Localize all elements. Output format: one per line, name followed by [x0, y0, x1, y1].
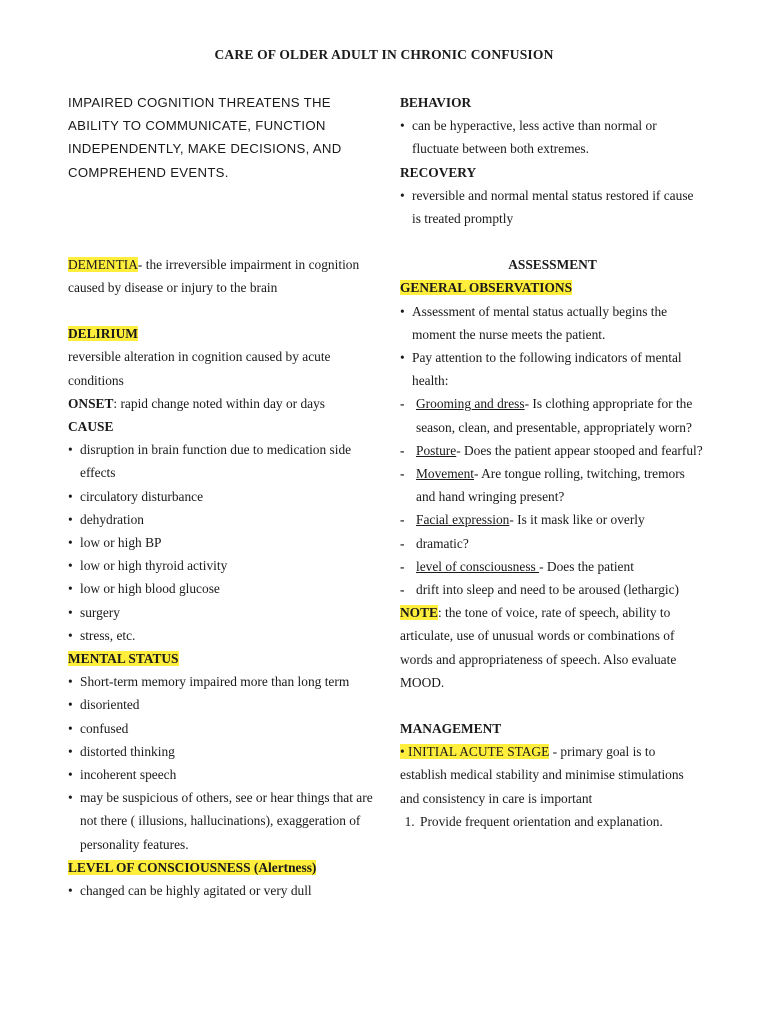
initial-stage-text: - primary goal is to establish medical stability and minimise stimulations and consistency in care is important: [400, 744, 684, 806]
list-item: • incoherent speech: [68, 763, 378, 786]
cause-list: [68, 438, 378, 647]
list-item: • Assessment of mental status actually begins the moment the nurse meets the patient.: [400, 300, 705, 346]
onset-text: : rapid change noted within day or days: [113, 395, 325, 411]
list-item: • stress, etc.: [68, 624, 378, 647]
indicator-text: - Is clothing appropriate for the season, clean, and presentable, appropriately worn?: [416, 396, 693, 435]
note-text: : the tone of voice, rate of speech, ability to articulate, use of unusual words or combinations of words and appropriateness of speech. Also evaluate MOOD.: [400, 605, 677, 690]
list-item: 1. Provide frequent orientation and explanation.: [418, 810, 705, 833]
list-item: • confused: [68, 717, 378, 740]
right-column: [400, 91, 705, 833]
general-observations-list: [400, 300, 705, 393]
indicator-text: drift into sleep and need to be aroused (lethargic): [416, 582, 680, 598]
management-heading: MANAGEMENT: [400, 721, 502, 737]
indicator-item: [400, 555, 705, 578]
loc-list: [68, 879, 378, 902]
spacer: [68, 184, 378, 230]
indicator-text: - Does the patient: [539, 558, 634, 574]
indicator-item: [400, 392, 705, 438]
page-title: CARE OF OLDER ADULT IN CHRONIC CONFUSION: [214, 47, 554, 62]
list-item: • low or high BP: [68, 531, 378, 554]
loc-heading-line: [68, 856, 378, 879]
left-column: [68, 91, 378, 902]
general-observations-heading-line: [400, 276, 705, 299]
mental-status-list: [68, 670, 378, 856]
recovery-list: [400, 184, 705, 230]
indicator-term: level of consciousness: [416, 558, 540, 574]
indicator-item: [400, 462, 705, 508]
initial-stage-label: • INITIAL ACUTE STAGE: [400, 744, 550, 760]
indicator-text: - Is it mask like or overly: [509, 512, 645, 528]
loc-heading: LEVEL OF CONSCIOUSNESS (Alertness): [68, 859, 317, 875]
mental-status-heading-line: [68, 647, 378, 670]
delirium-heading-line: [68, 322, 378, 345]
dementia-term: DEMENTIA: [68, 256, 138, 272]
list-item: • low or high blood glucose: [68, 577, 378, 600]
intro-paragraph: IMPAIRED COGNITION THREATENS THE ABILITY TO COMMUNICATE, FUNCTION INDEPENDENTLY, MAKE DECISIONS, AND COMPREHEND EVENTS.: [68, 95, 342, 180]
behavior-list: [400, 114, 705, 160]
list-item: • changed can be highly agitated or very dull: [68, 879, 378, 902]
management-steps: [400, 810, 705, 833]
spacer: [400, 694, 705, 717]
assessment-heading: ASSESSMENT: [508, 257, 597, 273]
indicator-term: Grooming and dress: [416, 396, 525, 412]
indicator-text: - Are tongue rolling, twitching, tremors and hand wringing present?: [416, 466, 685, 505]
spacer: [68, 230, 378, 253]
indicator-item: [400, 508, 705, 531]
note-label: NOTE: [400, 605, 438, 621]
list-item: • reversible and normal mental status restored if cause is treated promptly: [400, 184, 705, 230]
indicator-list: [400, 392, 705, 601]
behavior-heading: BEHAVIOR: [400, 95, 472, 110]
indicator-text: - Does the patient appear stooped and fearful?: [456, 442, 703, 458]
list-item: • can be hyperactive, less active than normal or fluctuate between both extremes.: [400, 114, 705, 160]
list-item: • circulatory disturbance: [68, 485, 378, 508]
list-item: • Pay attention to the following indicators of mental health:: [400, 346, 705, 392]
recovery-heading: RECOVERY: [400, 164, 477, 180]
delirium-heading: DELIRIUM: [68, 326, 138, 342]
onset-line: [68, 392, 378, 415]
indicator-item: [400, 532, 705, 555]
initial-stage-paragraph: [400, 740, 705, 810]
list-item: • disoriented: [68, 693, 378, 716]
list-item: • Short-term memory impaired more than long term: [68, 670, 378, 693]
indicator-item: [400, 439, 705, 462]
note-paragraph: [400, 601, 705, 694]
onset-label: ONSET: [68, 395, 114, 411]
spacer: [400, 230, 705, 253]
list-item: • dehydration: [68, 508, 378, 531]
list-item: • low or high thyroid activity: [68, 554, 378, 577]
indicator-term: Movement: [416, 466, 475, 482]
delirium-definition: reversible alteration in cognition caused by acute conditions: [68, 349, 331, 388]
general-observations-heading: GENERAL OBSERVATIONS: [400, 280, 573, 296]
list-item: • may be suspicious of others, see or hear things that are not there ( illusions, hallucinations), exaggeration of personality features.: [68, 786, 378, 856]
list-item: • surgery: [68, 601, 378, 624]
indicator-term: Posture: [416, 442, 457, 458]
list-item: • distorted thinking: [68, 740, 378, 763]
list-item: • disruption in brain function due to medication side effects: [68, 438, 378, 484]
cause-heading: CAUSE: [68, 419, 114, 435]
dementia-text: - the irreversible impairment in cognition caused by disease or injury to the brain: [68, 256, 360, 296]
mental-status-heading: MENTAL STATUS: [68, 651, 179, 667]
indicator-text: dramatic?: [416, 535, 469, 551]
indicator-item: [400, 578, 705, 601]
dementia-definition: [68, 253, 378, 299]
indicator-term: Facial expression: [416, 512, 510, 528]
spacer: [68, 299, 378, 322]
